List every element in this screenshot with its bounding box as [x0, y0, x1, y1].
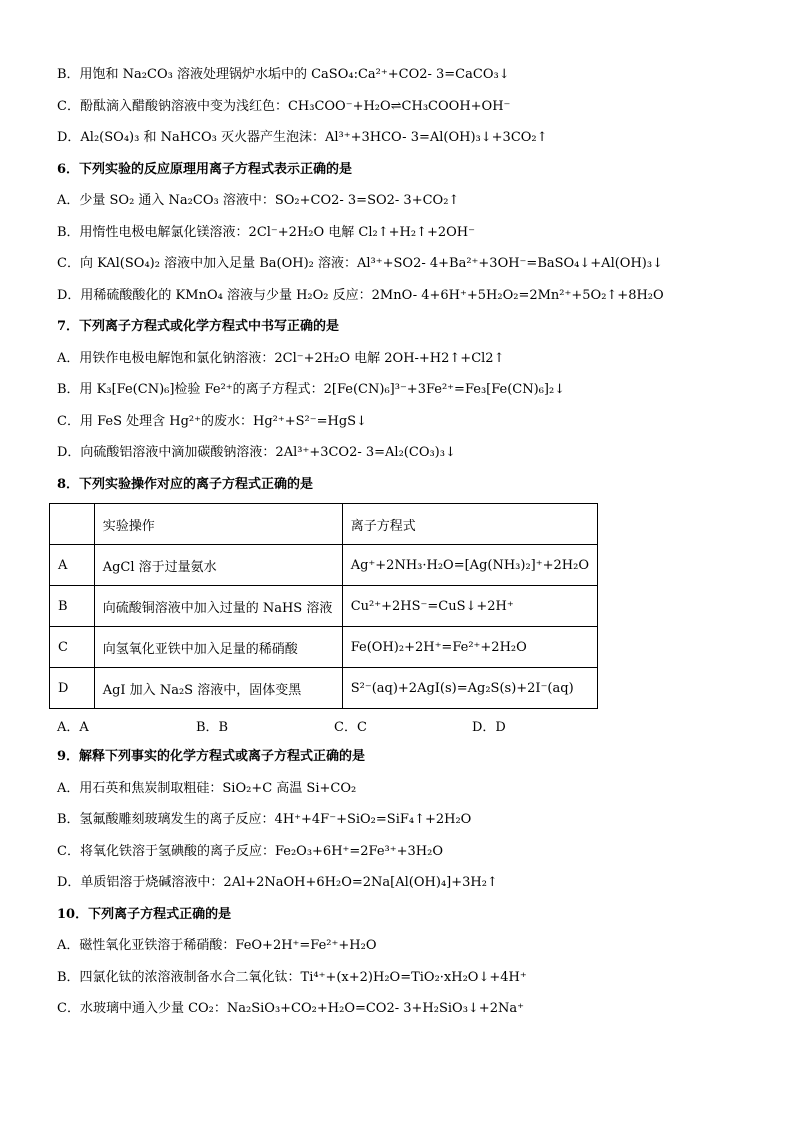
- option-7c: C．用 FeS 处理含 Hg²⁺的废水：Hg²⁺+S²⁻=HgS↓: [57, 413, 367, 429]
- option-10c: C．水玻璃中通入少量 CO₂：Na₂SiO₃+CO₂+H₂O=CO2- 3+H₂SiO₃↓+2Na⁺: [57, 1001, 524, 1016]
- table-header-cell: [50, 504, 95, 545]
- option-5d: D．Al₂(SO₄)₃ 和 NaHCO₃ 灭火器产生泡沫：Al³⁺+3HCO- 3=Al(OH)₃↓+3CO₂↑: [57, 130, 548, 145]
- table-cell: 向硫酸铜溶液中加入过量的 NaHS 溶液: [94, 586, 342, 627]
- table-cell: Ag⁺+2NH₃·H₂O=[Ag(NH₃)₂]⁺+2H₂O: [342, 545, 597, 586]
- table-cell: A: [50, 545, 95, 586]
- table-cell: C: [50, 627, 95, 668]
- table-row: [50, 627, 598, 668]
- option-5c: C．酚酞滴入醋酸钠溶液中变为浅红色：CH₃COO⁻+H₂O⇌CH₃COOH+OH⁻: [57, 98, 511, 114]
- question-6: 6．下列实验的反应原理用离子方程式表示正确的是: [57, 161, 353, 177]
- table-cell: S²⁻(aq)+2AgI(s)=Ag₂S(s)+2I⁻(aq): [342, 668, 597, 709]
- choice-a: A．A: [57, 720, 89, 735]
- table-header-row: [50, 504, 598, 545]
- option-9b: B．氢氟酸雕刻玻璃发生的离子反应：4H⁺+4F⁻+SiO₂=SiF₄↑+2H₂O: [57, 812, 472, 827]
- choice-c: C．C: [334, 720, 367, 735]
- table-row: [50, 668, 598, 709]
- option-7b: B．用 K₃[Fe(CN)₆]检验 Fe²⁺的离子方程式：2[Fe(CN)₆]³⁻+3Fe²⁺=Fe₃[Fe(CN)₆]₂↓: [57, 382, 566, 397]
- document-page: [57, 62, 747, 1028]
- option-6b: B．用惰性电极电解氯化镁溶液：2Cl⁻+2H₂O 电解 Cl₂↑+H₂↑+2OH⁻: [57, 224, 475, 240]
- question-7: 7．下列离子方程式或化学方程式中书写正确的是: [57, 319, 340, 334]
- table-cell: 向氢氧化亚铁中加入足量的稀硝酸: [94, 627, 342, 668]
- table-row: [50, 586, 598, 627]
- question-9: 9．解释下列事实的化学方程式或离子方程式正确的是: [57, 749, 366, 764]
- option-7a: A．用铁作电极电解饱和氯化钠溶液：2Cl⁻+2H₂O 电解 2OH-+H2↑+Cl2↑: [57, 350, 505, 366]
- table-header-cell: 离子方程式: [342, 504, 597, 545]
- option-5b: B．用饱和 Na₂CO₃ 溶液处理锅炉水垢中的 CaSO₄:Ca²⁺+CO2- 3=CaCO₃↓: [57, 67, 510, 82]
- choice-b: B．B: [196, 720, 229, 735]
- table-cell: AgCl 溶于过量氨水: [94, 545, 342, 586]
- table-row: [50, 545, 598, 586]
- table-cell: B: [50, 586, 95, 627]
- option-10a: A．磁性氧化亚铁溶于稀硝酸：FeO+2H⁺=Fe²⁺+H₂O: [57, 938, 377, 953]
- table-cell: D: [50, 668, 95, 709]
- option-9a: A．用石英和焦炭制取粗硅：SiO₂+C 高温 Si+CO₂: [57, 780, 357, 796]
- table-cell: Cu²⁺+2HS⁻=CuS↓+2H⁺: [342, 586, 597, 627]
- choice-d: D．D: [472, 720, 506, 735]
- option-7d: D．向硫酸铝溶液中滴加碳酸钠溶液：2Al³⁺+3CO2- 3=Al₂(CO₃)₃↓: [57, 445, 456, 460]
- option-9d: D．单质铝溶于烧碱溶液中：2Al+2NaOH+6H₂O=2Na[Al(OH)₄]+3H₂↑: [57, 875, 498, 890]
- option-6d: D．用稀硫酸酸化的 KMnO₄ 溶液与少量 H₂O₂ 反应：2MnO- 4+6H⁺+5H₂O₂=2Mn²⁺+5O₂↑+8H₂O: [57, 287, 664, 303]
- option-10b: B．四氯化钛的浓溶液制备水合二氧化钛：Ti⁴⁺+(x+2)H₂O=TiO₂·xH₂O↓+4H⁺: [57, 969, 527, 985]
- option-6c: C．向 KAl(SO₄)₂ 溶液中加入足量 Ba(OH)₂ 溶液：Al³⁺+SO2- 4+Ba²⁺+3OH⁻=BaSO₄↓+Al(OH)₃↓: [57, 256, 663, 271]
- question-10: 10．下列离子方程式正确的是: [57, 906, 232, 922]
- answer-choices-8: [57, 713, 747, 744]
- table-header-cell: 实验操作: [94, 504, 342, 545]
- table-cell: AgI 加入 Na₂S 溶液中，固体变黑: [94, 668, 342, 709]
- table-cell: Fe(OH)₂+2H⁺=Fe²⁺+2H₂O: [342, 627, 597, 668]
- question-8: 8．下列实验操作对应的离子方程式正确的是: [57, 476, 314, 492]
- option-9c: C．将氧化铁溶于氢碘酸的离子反应：Fe₂O₃+6H⁺=2Fe³⁺+3H₂O: [57, 843, 444, 859]
- option-6a: A．少量 SO₂ 通入 Na₂CO₃ 溶液中：SO₂+CO2- 3=SO2- 3+CO₂↑: [57, 193, 460, 208]
- reaction-table: [49, 503, 598, 709]
